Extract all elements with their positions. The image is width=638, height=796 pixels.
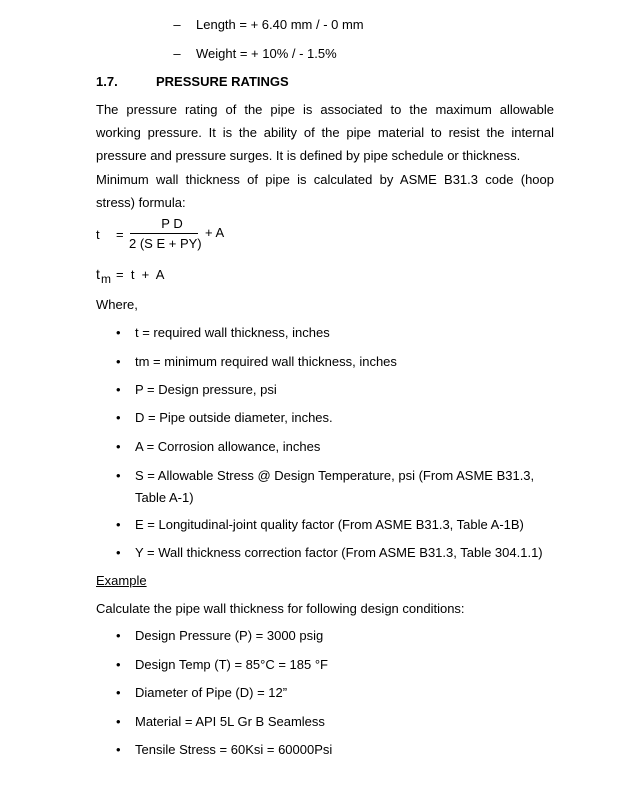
tolerance-dash: – [173,46,181,61]
tolerance-length: Length = + 6.40 mm / - 0 mm [196,17,364,32]
definition-s: S = Allowable Stress @ Design Temperature, psi (From ASME B31.3, Table A-1) [135,468,535,505]
paragraph-min-wall-thickness: Minimum wall thickness of pipe is calculated by ASME B31.3 code (hoop stress) formula: [96,172,554,210]
list-bullet: • [116,382,121,397]
definition-tm: tm = minimum required wall thickness, inches [135,354,397,369]
condition-tensile-stress: Tensile Stress = 60Ksi = 60000Psi [135,742,333,757]
formula2-rest: = t + A [116,267,165,282]
condition-material: Material = API 5L Gr B Seamless [135,714,325,729]
tolerance-weight: Weight = + 10% / - 1.5% [196,46,337,61]
formula-numerator: P D [161,216,183,231]
formula-lhs: t [96,227,100,242]
list-bullet: • [116,685,121,700]
formula-denominator: 2 (S E + PY) [129,236,202,251]
where-label: Where, [96,297,138,312]
example-heading: Example [96,573,147,588]
definition-a: A = Corrosion allowance, inches [135,439,321,454]
section-number: 1.7. [96,74,118,89]
condition-design-temp: Design Temp (T) = 85°C = 185 °F [135,657,328,672]
list-bullet: • [116,628,121,643]
definition-p: P = Design pressure, psi [135,382,277,397]
list-bullet: • [116,410,121,425]
definition-y: Y = Wall thickness correction factor (From ASME B31.3, Table 304.1.1) [135,545,543,560]
formula2-subscript: m [101,272,111,286]
tolerance-dash: – [173,17,181,32]
list-bullet: • [116,354,121,369]
definition-d: D = Pipe outside diameter, inches. [135,410,333,425]
list-bullet: • [116,468,121,483]
formula-tail: + A [205,225,225,240]
list-bullet: • [116,517,121,532]
definition-t: t = required wall thickness, inches [135,325,330,340]
list-bullet: • [116,545,121,560]
list-bullet: • [116,439,121,454]
list-bullet: • [116,742,121,757]
condition-diameter: Diameter of Pipe (D) = 12” [135,685,288,700]
condition-design-pressure: Design Pressure (P) = 3000 psig [135,628,324,643]
fraction-bar [130,233,198,234]
list-bullet: • [116,657,121,672]
formula-equals: = [116,227,124,242]
section-title: PRESSURE RATINGS [156,74,289,89]
definition-e: E = Longitudinal-joint quality factor (From ASME B31.3, Table A-1B) [135,517,524,532]
example-intro: Calculate the pipe wall thickness for following design conditions: [96,601,465,616]
list-bullet: • [116,325,121,340]
formula2-lhs: t [96,266,100,282]
list-bullet: • [116,714,121,729]
paragraph-pressure-rating: The pressure rating of the pipe is associated to the maximum allowable working pressure. It is the ability of the pipe material to resist the internal pressure and pressure surges. It is defined by pipe schedule or thickness. [96,102,554,163]
